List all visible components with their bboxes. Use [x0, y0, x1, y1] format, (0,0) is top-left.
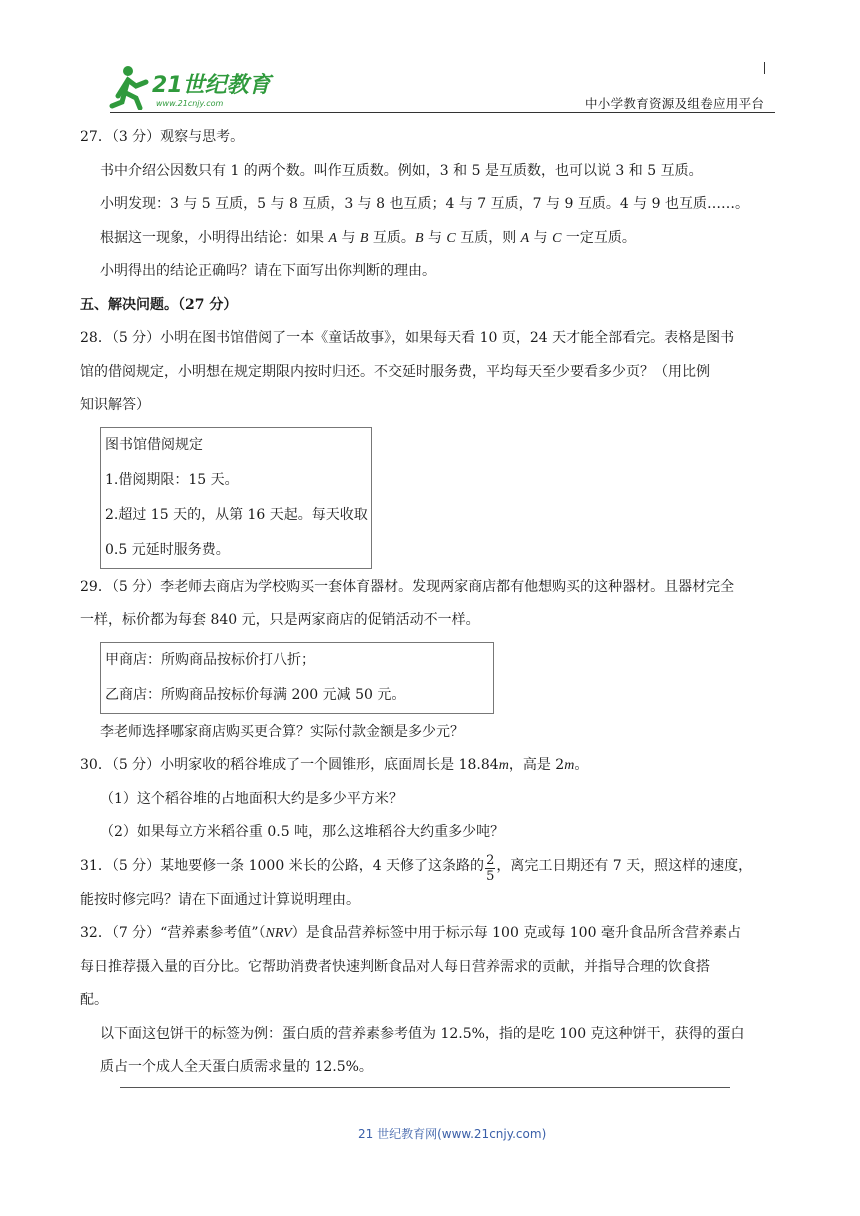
- var-c: C: [552, 230, 562, 246]
- fraction-two-fifths: [485, 853, 495, 884]
- q30-line-1: [80, 749, 780, 783]
- library-rule-2: 2.超过 15 天的，从第 16 天起。每天收取: [105, 506, 368, 523]
- fraction-denominator: 5: [486, 868, 495, 884]
- runner-icon: [112, 66, 146, 108]
- site-logo: [106, 62, 278, 110]
- q30-sub-2: （2）如果每立方米稻谷重 0.5 吨，那么这堆稻谷大约重多少吨？: [100, 824, 505, 840]
- unit-m: m: [564, 758, 575, 773]
- q32-line-1: [80, 917, 780, 951]
- var-c: C: [446, 230, 456, 246]
- nrv-abbr: NRV: [265, 926, 292, 941]
- text: 32．（7 分）“营养素参考值”（: [80, 925, 266, 941]
- footer-text: 21 世纪教育网(www.21cnjy.com): [358, 1127, 547, 1141]
- q27-line-2: 小明发现：3 与 5 互质，5 与 8 互质，3 与 8 也互质；4 与 7 互质，7 与 9 互质。4 与 9 也互质……。: [100, 196, 749, 212]
- text: ）是食品营养标签中用于标示每 100 克或每 100 毫升食品所含营养素占: [291, 925, 741, 941]
- text: 与: [337, 229, 360, 246]
- q27-line-1: 书中介绍公因数只有 1 的两个数。叫作互质数。例如，3 和 5 是互质数，也可以说 3 和 5 互质。: [100, 162, 703, 179]
- q29-line-2: 一样，标价都为每套 840 元，只是两家商店的促销活动不一样。: [80, 612, 480, 628]
- var-a: A: [520, 230, 530, 246]
- text: 30．（5 分）小明家收的稻谷堆成了一个圆锥形，底面周长是 18.84: [80, 757, 499, 773]
- text: 互质，则: [455, 229, 521, 246]
- q29-line-1: 29．（5 分）李老师去商店为学校购买一套体育器材。发现两家商店都有他想购买的这种器材。且器材完全: [80, 578, 735, 595]
- text: 与: [423, 229, 447, 246]
- store-a-promo: 甲商店：所购商品按标价打八折；: [105, 651, 315, 668]
- var-b: B: [359, 230, 369, 246]
- header-tick: [764, 62, 765, 74]
- var-a: A: [328, 230, 338, 246]
- text: ，高是 2: [508, 757, 565, 773]
- header-platform-text: 中小学教育资源及组卷应用平台: [585, 96, 765, 111]
- q29-line-3: 李老师选择哪家商店购买更合算？实际付款金额是多少元？: [100, 723, 464, 740]
- q27-line-3: [80, 222, 780, 256]
- q28-line-1: 28．（5 分）小明在图书馆借阅了一本《童话故事》，如果每天看 10 页，24 天才能全部看完。表格是图书: [80, 330, 735, 346]
- text: 。: [574, 757, 589, 773]
- page-content: [80, 121, 780, 1085]
- library-rule-2-cont: 0.5 元延时服务费。: [105, 541, 230, 558]
- q28-line-3: 知识解答）: [80, 397, 150, 413]
- fraction-numerator: 2: [486, 852, 495, 868]
- logo-text: 21世纪教育: [152, 73, 271, 98]
- text: ，离完工日期还有 7 天，照这样的速度，: [496, 857, 753, 874]
- var-b: B: [414, 230, 424, 246]
- q32-line-2: 每日推荐摄入量的百分比。它帮助消费者快速判断食品对人每日营养需求的贡献，并指导合理的饮食搭: [80, 958, 710, 975]
- text: 31．（5 分）某地要修一条 1000 米长的公路，4 天修了这条路的: [80, 857, 485, 874]
- store-b-promo: 乙商店：所购商品按标价每满 200 元减 50 元。: [105, 686, 406, 703]
- q32-line-4: 以下面这包饼干的标签为例：蛋白质的营养素参考值为 12.5%，指的是吃 100 克这种饼干，获得的蛋白: [100, 1025, 745, 1042]
- library-rule-1: 1.借阅期限：15 天。: [105, 471, 239, 488]
- text: 与: [529, 229, 553, 246]
- text: 一定互质。: [561, 229, 636, 246]
- logo-url-text: www.21cnjy.com: [156, 99, 224, 108]
- footer-rule: [120, 1087, 730, 1088]
- q31-line-1: [80, 850, 780, 884]
- q32-line-5: 质占一个成人全天蛋白质需求量的 12.5%。: [100, 1059, 373, 1075]
- q30-sub-1: （1）这个稻谷堆的占地面积大约是多少平方米？: [100, 790, 403, 807]
- library-rules-box: [100, 427, 372, 569]
- text: 根据这一现象，小明得出结论：如果: [100, 229, 329, 246]
- section-5-heading: 五、解决问题。（27 分）: [80, 296, 238, 313]
- q27-line-4: 小明得出的结论正确吗？请在下面写出你判断的理由。: [100, 263, 436, 279]
- header-rule: [110, 112, 775, 113]
- library-rules-title: 图书馆借阅规定: [105, 436, 203, 453]
- store-promo-box: [100, 642, 494, 714]
- q27-heading: 27．（3 分）观察与思考。: [80, 129, 245, 145]
- q31-line-2: 能按时修完吗？请在下面通过计算说明理由。: [80, 891, 360, 908]
- q32-line-3: 配。: [80, 992, 108, 1008]
- q28-line-2: 馆的借阅规定，小明想在规定期限内按时归还。不交延时服务费，平均每天至少要看多少页？（用比例: [80, 363, 710, 380]
- text: 互质。: [368, 229, 415, 246]
- unit-m: m: [498, 758, 509, 773]
